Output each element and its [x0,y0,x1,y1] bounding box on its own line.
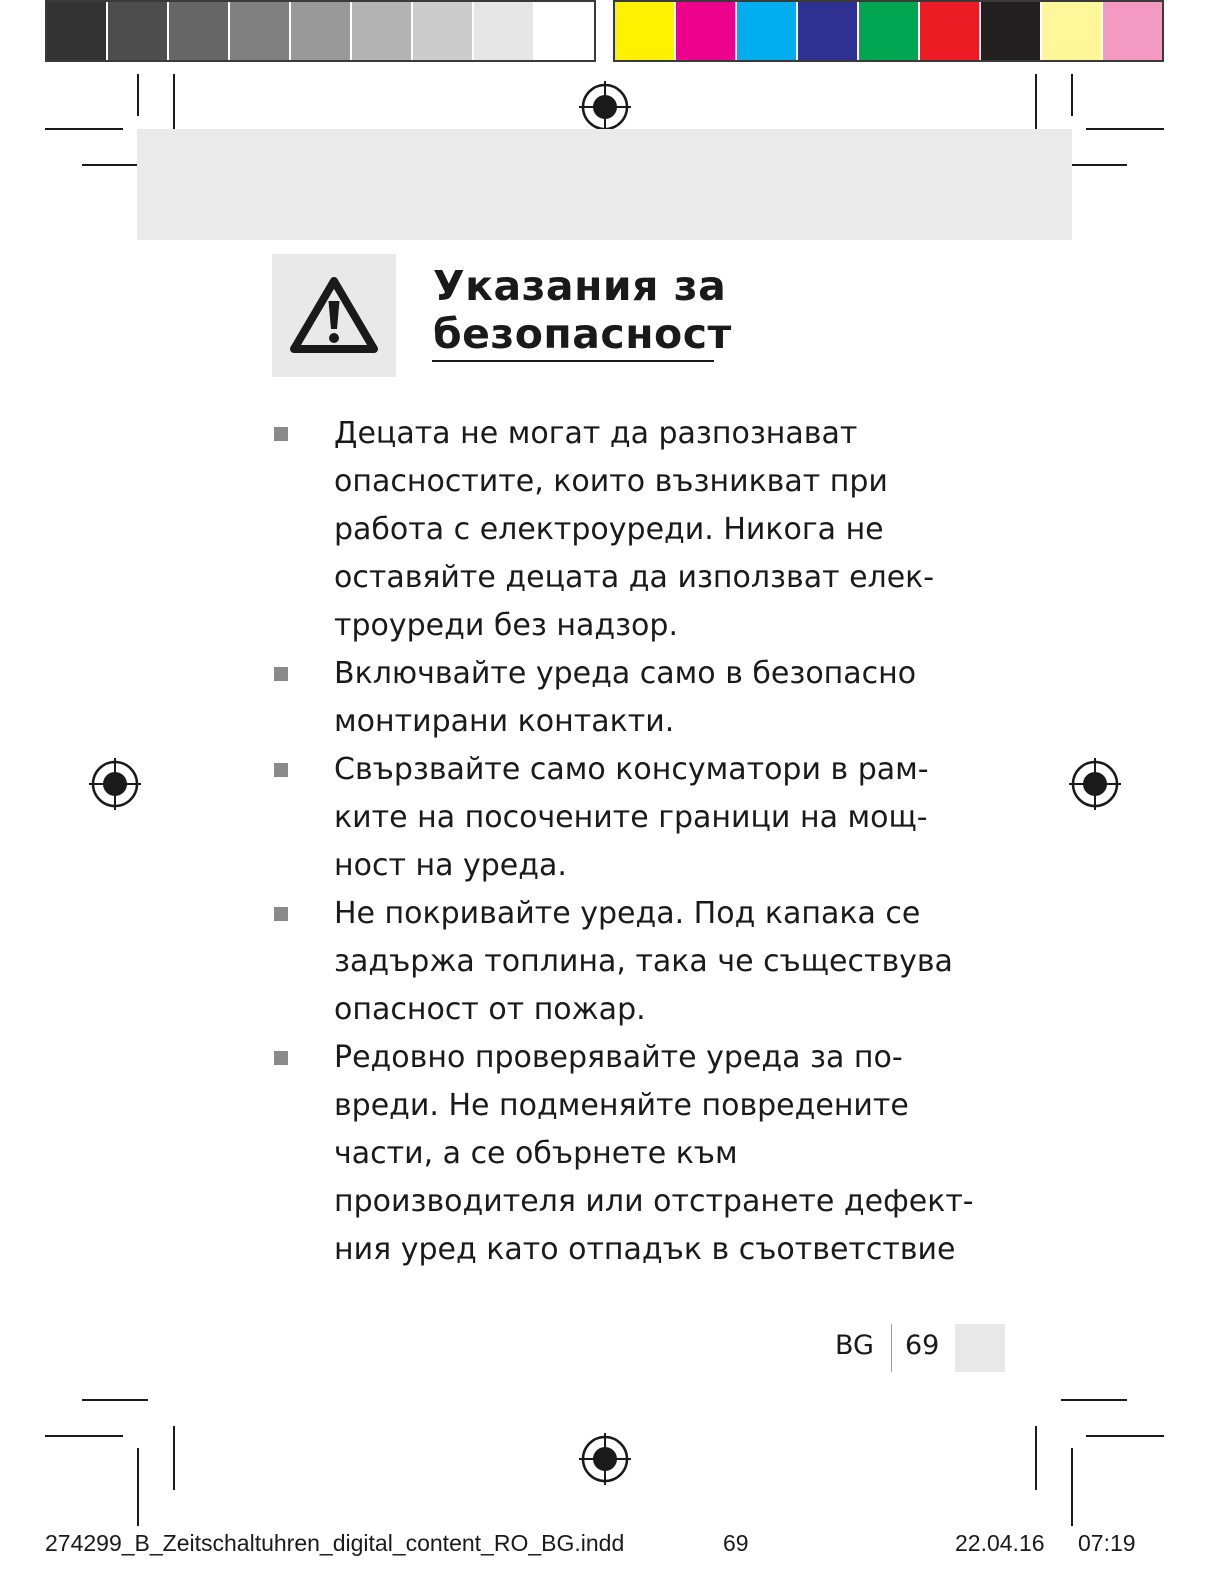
color-swatch [981,2,1042,60]
page-number: 69 [905,1330,940,1361]
color-swatch [737,2,798,60]
crop-mark [82,1399,148,1401]
color-swatch [474,2,535,60]
color-swatch [798,2,859,60]
list-item [272,746,972,890]
color-swatch [676,2,737,60]
slug-page: 69 [723,1530,749,1556]
text-line: троуреди без надзор. [334,608,678,643]
slug-date: 22.04.16 [955,1530,1045,1556]
list-item [272,1034,972,1274]
square-bullet-icon [274,427,288,441]
color-swatch [291,2,352,60]
text-line: Редовно проверявайте уреда за по- [334,1040,903,1075]
text-line: ния уред като отпадък в съответствие [334,1232,956,1267]
header-band [137,129,1072,240]
registration-mark-icon [1068,757,1122,811]
text-line: Децата не могат да разпознават [334,416,858,451]
warning-icon-box [272,254,396,377]
crop-mark [45,1435,123,1437]
crop-mark [1061,1399,1127,1401]
crop-mark [1035,1426,1037,1490]
color-swatch [1103,2,1162,60]
text-line: задържа топлина, така че съществува [334,944,953,979]
text-line: ките на посочените граници на мощ- [334,800,928,835]
square-bullet-icon [274,667,288,681]
crop-mark [1086,1435,1164,1437]
title-underline [432,360,714,362]
color-swatch [108,2,169,60]
square-bullet-icon [274,763,288,777]
text-line: части, а се обърнете към [334,1136,738,1171]
warning-triangle-icon [288,275,380,357]
square-bullet-icon [274,907,288,921]
folio-tab [955,1324,1005,1372]
list-item [272,650,972,746]
slug-time: 07:19 [1078,1530,1136,1556]
text-line: Включвайте уреда само в безопасно [334,656,917,691]
text-line: производителя или отстранете дефект- [334,1184,974,1219]
color-control-strip [613,0,1164,62]
crop-mark [1071,74,1073,116]
title-line: безопасност [433,310,732,358]
crop-mark [1086,128,1164,130]
slug-filename: 274299_B_Zeitschaltuhren_digital_content_RO_BG.indd [45,1530,625,1556]
language-code: BG [835,1330,874,1361]
color-swatch [352,2,413,60]
section-title [433,262,733,358]
square-bullet-icon [274,1051,288,1065]
list-item [272,410,972,650]
crop-mark [137,1448,139,1526]
color-swatch [47,2,108,60]
text-line: Свързвайте само консуматори в рам- [334,752,929,787]
list-item [272,890,972,1034]
text-line: Не покривайте уреда. Под капака се [334,896,921,931]
text-line: опасност от пожар. [334,992,646,1027]
safety-instructions-list [272,410,972,1274]
crop-mark [1071,1448,1073,1526]
gray-control-strip [45,0,596,62]
text-line: ност на уреда. [334,848,567,883]
folio-divider [891,1324,892,1372]
text-line: монтирани контакти. [334,704,675,739]
title-line: Указания за [433,262,727,310]
color-swatch [920,2,981,60]
color-swatch [413,2,474,60]
text-line: оставяйте децата да използват елек- [334,560,935,595]
color-swatch [535,2,594,60]
registration-mark-icon [88,757,142,811]
color-swatch [615,2,676,60]
registration-mark-icon [578,1432,632,1486]
crop-mark [137,74,139,116]
color-swatch [859,2,920,60]
color-swatch [1042,2,1103,60]
text-line: вреди. Не подменяйте повредените [334,1088,909,1123]
color-swatch [169,2,230,60]
text-line: опасностите, които възникват при [334,464,888,499]
crop-mark [45,128,123,130]
registration-mark-icon [578,80,632,134]
crop-mark [173,1426,175,1490]
text-line: работа с електроуреди. Никога не [334,512,884,547]
color-swatch [230,2,291,60]
